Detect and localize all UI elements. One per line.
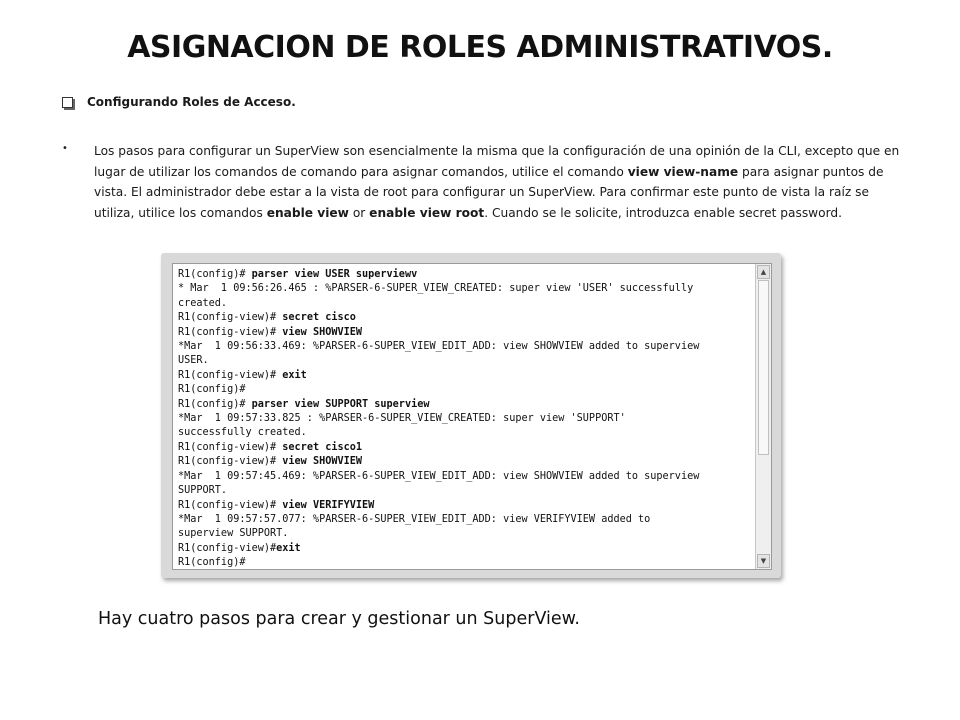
terminal-line-text: R1(config-view)# (178, 542, 277, 554)
terminal-line-text: R1(config-view)# (178, 441, 283, 453)
scroll-down-arrow-icon[interactable]: ▼ (757, 554, 770, 568)
paragraph-text: para asignar puntos de vista. El administrador debe estar a la vista de root para configurar un SuperView. Para confirmar este punto de vista la raíz se utiliza, utilice los comandos (94, 164, 884, 220)
terminal-command: view VERIFYVIEW (282, 499, 375, 511)
paragraph-text: Los pasos para configurar un SuperView son esencialmente la misma que la configuración de una opinión de la CLI, excepto que en lugar de utilizar los comandos de comando para asignar comandos, utilice el comando (94, 144, 900, 179)
footer-caption: Hay cuatro pasos para crear y gestionar un SuperView. (98, 609, 580, 629)
terminal-line-text: USER. (178, 355, 209, 367)
terminal-line (178, 556, 748, 570)
terminal-line-text: successfully created. (178, 427, 307, 439)
terminal-line-text: R1(config)# (178, 398, 252, 410)
checkbox-bullet-icon (62, 97, 73, 108)
subheading (62, 95, 296, 109)
slide-title: ASIGNACION DE ROLES ADMINISTRATIVOS. (127, 30, 833, 65)
terminal-line-text: * Mar 1 09:56:26.465 : %PARSER-6-SUPER_VIEW_CREATED: super view 'USER' successfully (178, 283, 694, 295)
terminal-line (178, 282, 748, 296)
scroll-up-arrow-icon[interactable]: ▲ (757, 265, 770, 279)
terminal-line (178, 369, 748, 383)
terminal-line (178, 398, 748, 412)
terminal-scrollbar[interactable] (755, 264, 771, 569)
terminal-line (178, 527, 748, 541)
terminal-line (178, 354, 748, 368)
terminal-line-text: *Mar 1 09:57:57.077: %PARSER-6-SUPER_VIEW_EDIT_ADD: view VERIFYVIEW added to (178, 513, 651, 525)
terminal-line (178, 499, 748, 513)
paragraph-bold-command: enable view (266, 205, 349, 220)
terminal-command: parser view SUPPORT superview (251, 398, 430, 410)
terminal-line-text: created. (178, 297, 228, 309)
terminal-line-text: R1(config)# (178, 557, 246, 569)
terminal-line-text: R1(config-view)# (178, 312, 283, 324)
terminal-line-text: R1(config-view)# (178, 499, 283, 511)
terminal-line-text: R1(config)# (178, 269, 252, 280)
terminal-line (178, 383, 748, 397)
terminal-line-text: R1(config-view)# (178, 326, 283, 338)
terminal-line (178, 513, 748, 527)
terminal-line (178, 297, 748, 311)
scrollbar-thumb[interactable] (758, 280, 769, 455)
terminal-line (178, 542, 748, 556)
paragraph-bold-command: view view-name (627, 164, 739, 179)
terminal-line (178, 326, 748, 340)
terminal-command: secret cisco (282, 312, 356, 324)
terminal-line (178, 470, 748, 484)
body-paragraph (94, 141, 906, 223)
terminal-screen[interactable] (172, 263, 772, 570)
terminal-output (178, 268, 748, 570)
paragraph-bold-command: enable view root (369, 205, 485, 220)
terminal-line-text: R1(config-view)# (178, 369, 283, 381)
terminal-command: secret cisco1 (282, 441, 363, 453)
terminal-line (178, 441, 748, 455)
terminal-command: view SHOWVIEW (282, 456, 363, 468)
terminal-line (178, 268, 748, 282)
paragraph-text: or (348, 205, 370, 220)
terminal-line-text: *Mar 1 09:56:33.469: %PARSER-6-SUPER_VIEW_EDIT_ADD: view SHOWVIEW added to superview (178, 341, 700, 353)
terminal-command: exit (282, 369, 307, 381)
paragraph-text: . Cuando se le solicite, introduzca enable secret password. (484, 205, 842, 220)
terminal-line (178, 311, 748, 325)
terminal-line (178, 412, 748, 426)
terminal-line-text: R1(config)# (178, 384, 246, 396)
terminal-command: view SHOWVIEW (282, 326, 363, 338)
terminal-line-text: *Mar 1 09:57:33.825 : %PARSER-6-SUPER_VIEW_CREATED: super view 'SUPPORT' (178, 413, 626, 425)
terminal-command: parser view USER superviewv (251, 269, 418, 280)
terminal-line (178, 340, 748, 354)
terminal-line (178, 455, 748, 469)
terminal-command: exit (276, 542, 301, 554)
terminal-line-text: SUPPORT. (178, 485, 228, 497)
terminal-window (161, 253, 781, 578)
terminal-line (178, 426, 748, 440)
terminal-line-text: superview SUPPORT. (178, 528, 289, 540)
terminal-line-text: *Mar 1 09:57:45.469: %PARSER-6-SUPER_VIEW_EDIT_ADD: view SHOWVIEW added to superview (178, 470, 700, 482)
bullet-dot-icon: • (62, 143, 68, 154)
subheading-text: Configurando Roles de Acceso. (87, 95, 296, 109)
terminal-line-text: R1(config-view)# (178, 456, 283, 468)
terminal-line (178, 484, 748, 498)
